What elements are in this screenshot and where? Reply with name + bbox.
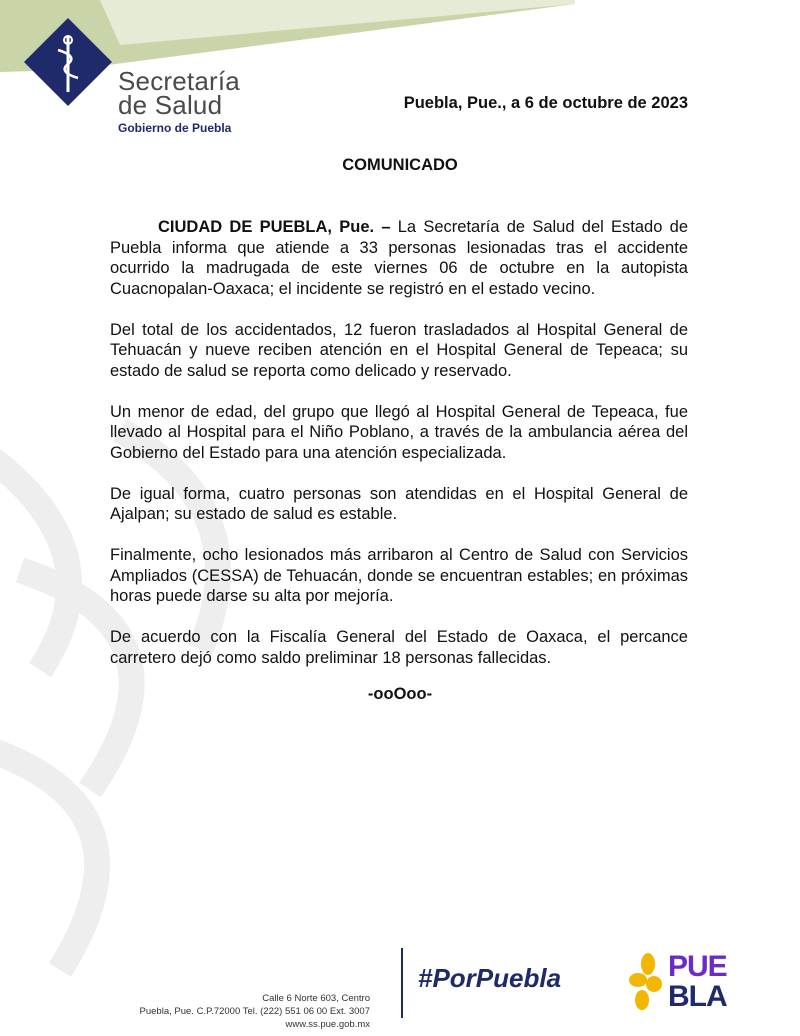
- green-band-light: [100, 0, 575, 45]
- footer-divider: [401, 948, 403, 1018]
- paragraph-1: [110, 217, 688, 299]
- logo-text-secretaria: Secretaría: [118, 66, 240, 96]
- address-line-1: Calle 6 Norte 603, Centro: [262, 993, 370, 1004]
- footer-address: [140, 992, 370, 1031]
- logo-text-de-salud: de Salud: [118, 90, 223, 120]
- paragraph-6: De acuerdo con la Fiscalía General del Estado de Oaxaca, el percance carretero dejó como saldo preliminar 18 personas fallecidas.: [110, 628, 688, 667]
- hashtag-porpuebla: #PorPuebla: [418, 963, 562, 993]
- puebla-flower-icon: [628, 952, 668, 1014]
- address-website: www.ss.pue.gob.mx: [285, 1019, 370, 1030]
- puebla-logo-bottom: BLA: [668, 980, 727, 1013]
- date-line: Puebla, Pue., a 6 de octubre de 2023: [403, 94, 688, 112]
- puebla-logo-top: PUE: [668, 950, 727, 983]
- paragraph-1-text: La Secretaría de Salud del Estado de Puebla informa que atiende a 33 personas lesionadas tras el accidente ocurrido la madrugada de este viernes 06 de octubre en la autopista Cuacnopalan-Oaxaca; el incidente se registró en el estado vecino.: [110, 218, 688, 298]
- logo-text-gobierno: Gobierno de Puebla: [118, 121, 232, 135]
- paragraph-5: Finalmente, ocho lesionados más arribaron al Centro de Salud con Servicios Ampliados (CESSA) de Tehuacán, donde se encuentran estables; en próximas horas puede darse su alta por mejoría.: [110, 546, 688, 605]
- paragraph-4: De igual forma, cuatro personas son atendidas en el Hospital General de Ajalpan; su estado de salud es estable.: [110, 484, 688, 523]
- address-line-2: Puebla, Pue. C.P.72000 Tel. (222) 551 06 00 Ext. 3007: [139, 1006, 370, 1017]
- paragraph-2: Del total de los accidentados, 12 fueron trasladados al Hospital General de Tehuacán y nueve reciben atención en el Hospital General de Tepeaca; su estado de salud se reporta como delicado y reservado.: [110, 320, 688, 380]
- closing-mark: -ooOoo-: [367, 685, 433, 703]
- document-title: COMUNICADO: [342, 156, 458, 174]
- document-body: [110, 217, 688, 689]
- paragraph-3: Un menor de edad, del grupo que llegó al Hospital General de Tepeaca, fue llevado al Hospital para el Niño Poblano, a través de la ambulancia aérea del Gobierno del Estado para una atención especializada.: [110, 402, 688, 462]
- dateline-lead: CIUDAD DE PUEBLA, Pue. –: [158, 218, 391, 236]
